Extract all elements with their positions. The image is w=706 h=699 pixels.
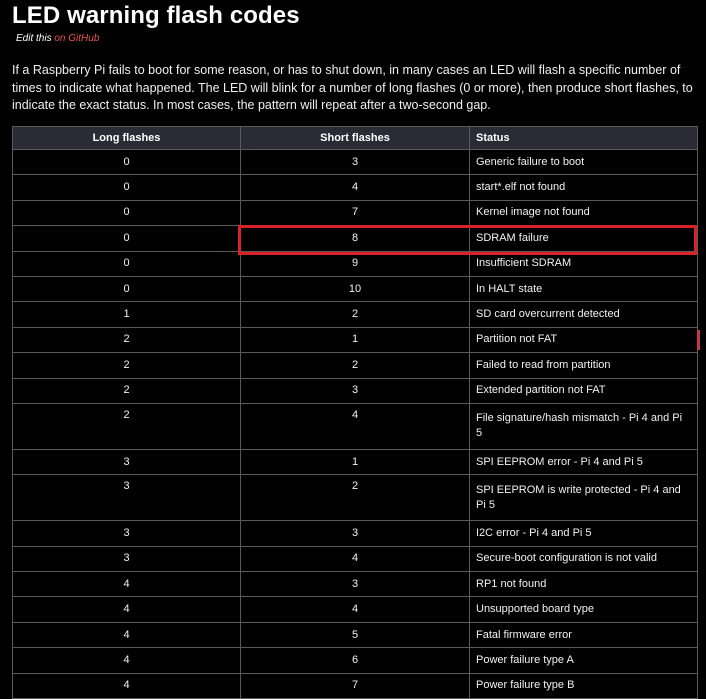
table-row [13, 200, 698, 225]
cell-short-flashes: 1 [241, 327, 470, 352]
cell-short-flashes: 10 [241, 276, 470, 301]
table-row [13, 622, 698, 647]
cell-short-flashes: 4 [241, 546, 470, 571]
cell-status: Power failure type B [470, 673, 698, 698]
cell-short-flashes: 3 [241, 572, 470, 597]
cell-short-flashes: 4 [241, 175, 470, 200]
cell-long-flashes: 3 [13, 546, 241, 571]
table-row [13, 353, 698, 378]
cell-short-flashes: 1 [241, 449, 470, 474]
table-row [13, 449, 698, 474]
intro-paragraph: If a Raspberry Pi fails to boot for some reason, or has to shut down, in many cases an LED will flash a specific number of times to indicate what happened. The LED will blink for a number of long flashes (0 or more), then produce short flashes, to indicate the exact status. In most cases, the pattern will repeat after a two-second gap. [12, 63, 693, 112]
cell-status: In HALT state [470, 276, 698, 301]
cell-long-flashes: 0 [13, 175, 241, 200]
cell-long-flashes: 0 [13, 150, 241, 175]
flash-codes-table [12, 126, 698, 699]
cell-long-flashes: 2 [13, 378, 241, 403]
cell-long-flashes: 4 [13, 648, 241, 673]
scroll-marker [697, 330, 700, 350]
cell-short-flashes: 3 [241, 150, 470, 175]
table-row [13, 403, 698, 449]
table-body [13, 150, 698, 699]
table-row [13, 175, 698, 200]
cell-short-flashes: 4 [241, 597, 470, 622]
table-row [13, 276, 698, 301]
cell-long-flashes: 0 [13, 226, 241, 251]
table-row [13, 546, 698, 571]
cell-status: Kernel image not found [470, 200, 698, 225]
table-row [13, 572, 698, 597]
table-row [13, 521, 698, 546]
cell-long-flashes: 4 [13, 622, 241, 647]
cell-long-flashes: 3 [13, 475, 241, 521]
cell-long-flashes: 4 [13, 673, 241, 698]
github-link[interactable]: on GitHub [54, 33, 100, 44]
table-row [13, 302, 698, 327]
cell-long-flashes: 2 [13, 353, 241, 378]
table-header-row [13, 127, 698, 150]
cell-short-flashes: 7 [241, 673, 470, 698]
cell-status: Extended partition not FAT [470, 378, 698, 403]
cell-status: Partition not FAT [470, 327, 698, 352]
cell-status: Insufficient SDRAM [470, 251, 698, 276]
cell-long-flashes: 2 [13, 403, 241, 449]
table-row [13, 378, 698, 403]
cell-status: Fatal firmware error [470, 622, 698, 647]
edit-prefix: Edit this [16, 33, 52, 44]
cell-long-flashes: 0 [13, 251, 241, 276]
cell-status: Unsupported board type [470, 597, 698, 622]
cell-short-flashes: 2 [241, 302, 470, 327]
header-long-flashes: Long flashes [13, 127, 241, 150]
cell-long-flashes: 1 [13, 302, 241, 327]
cell-status: start*.elf not found [470, 175, 698, 200]
cell-status: File signature/hash mismatch - Pi 4 and Pi 5 [470, 403, 698, 449]
edit-on-github [16, 33, 99, 44]
cell-short-flashes: 3 [241, 378, 470, 403]
table-row [13, 648, 698, 673]
cell-status: SPI EEPROM is write protected - Pi 4 and Pi 5 [470, 475, 698, 521]
cell-long-flashes: 4 [13, 572, 241, 597]
cell-status: Secure-boot configuration is not valid [470, 546, 698, 571]
cell-status: SPI EEPROM error - Pi 4 and Pi 5 [470, 449, 698, 474]
table-row [13, 673, 698, 698]
cell-status: SDRAM failure [470, 226, 698, 251]
cell-short-flashes: 2 [241, 475, 470, 521]
cell-short-flashes: 4 [241, 403, 470, 449]
cell-status: Power failure type A [470, 648, 698, 673]
page-title: LED warning flash codes [12, 2, 300, 29]
cell-short-flashes: 6 [241, 648, 470, 673]
cell-long-flashes: 2 [13, 327, 241, 352]
table-row [13, 327, 698, 352]
cell-short-flashes: 8 [241, 226, 470, 251]
cell-short-flashes: 2 [241, 353, 470, 378]
table-row [13, 251, 698, 276]
cell-short-flashes: 5 [241, 622, 470, 647]
table-row [13, 226, 698, 251]
header-status: Status [470, 127, 698, 150]
cell-long-flashes: 0 [13, 200, 241, 225]
table-row [13, 475, 698, 521]
cell-status: RP1 not found [470, 572, 698, 597]
cell-short-flashes: 3 [241, 521, 470, 546]
cell-long-flashes: 3 [13, 449, 241, 474]
cell-short-flashes: 7 [241, 200, 470, 225]
cell-status: SD card overcurrent detected [470, 302, 698, 327]
cell-status: I2C error - Pi 4 and Pi 5 [470, 521, 698, 546]
cell-long-flashes: 4 [13, 597, 241, 622]
header-short-flashes: Short flashes [241, 127, 470, 150]
cell-long-flashes: 0 [13, 276, 241, 301]
table-row [13, 150, 698, 175]
table-row [13, 597, 698, 622]
cell-short-flashes: 9 [241, 251, 470, 276]
cell-status: Generic failure to boot [470, 150, 698, 175]
cell-long-flashes: 3 [13, 521, 241, 546]
cell-status: Failed to read from partition [470, 353, 698, 378]
